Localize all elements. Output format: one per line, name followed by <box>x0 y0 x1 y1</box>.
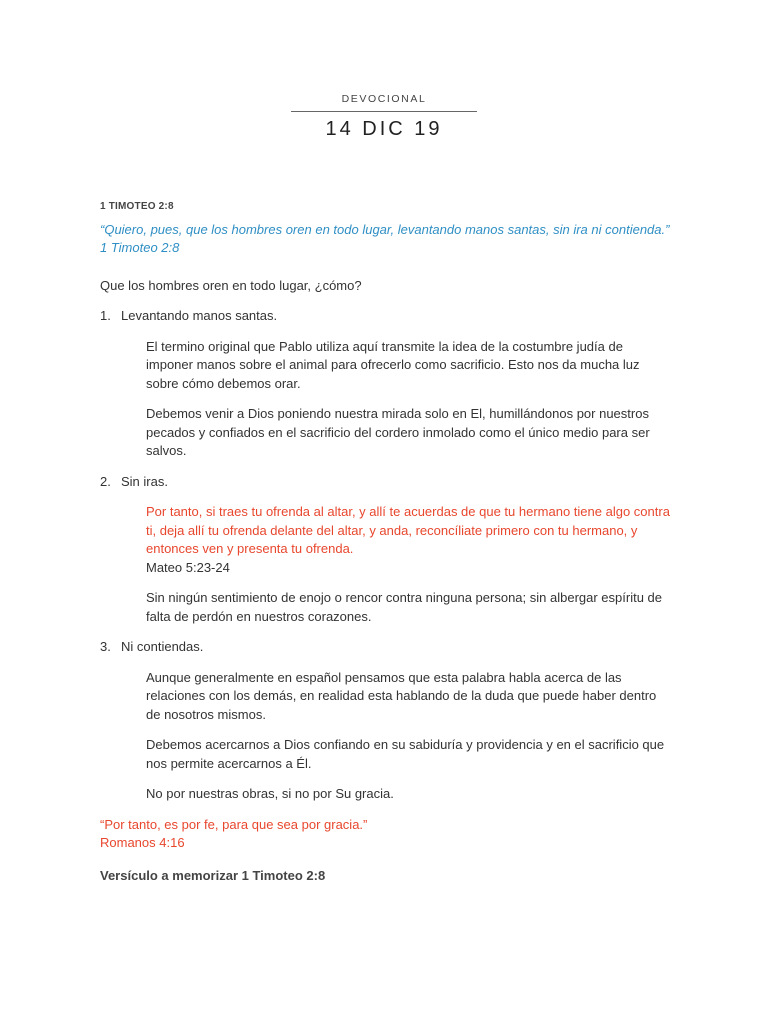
point-number: 1. <box>100 308 111 323</box>
scripture-quote <box>146 503 670 577</box>
key-verse <box>100 221 670 258</box>
point-2 <box>100 473 670 492</box>
devotional-kicker: DEVOCIONAL <box>341 93 427 105</box>
memory-verse: Versículo a memorizar 1 Timoteo 2:8 <box>100 867 326 883</box>
key-verse-text: “Quiero, pues, que los hombres oren en todo lugar, levantando manos santas, sin ira ni contienda.” <box>100 221 670 237</box>
closing-quote-citation: Romanos 4:16 <box>100 835 185 850</box>
paragraph: El termino original que Pablo utiliza aquí transmite la idea de la costumbre judía de imponer manos sobre el animal para ofrecerlo como sacrificio. Esto nos da mucha luz sobre cómo debemos orar. <box>146 338 640 391</box>
closing-quote <box>100 816 670 853</box>
point-number: 2. <box>100 473 111 489</box>
point-title: Levantando manos santas. <box>121 308 278 323</box>
scripture-quote-text: Por tanto, si traes tu ofrenda al altar, y allí te acuerdas de que tu hermano tiene algo contra ti, deja allí tu ofrenda delante del altar, y anda, reconcíliate primero con tu hermano, y entonces ven y presenta tu ofrenda. <box>146 504 670 556</box>
point-number: 3. <box>100 639 111 654</box>
scripture-quote-citation: Mateo 5:23-24 <box>146 559 230 575</box>
page-date: 14 DIC 19 <box>325 118 443 140</box>
point-title: Ni contiendas. <box>121 639 204 654</box>
question-line: Que los hombres oren en todo lugar, ¿cómo? <box>100 277 362 293</box>
point-1 <box>100 307 670 326</box>
reference-heading: 1 TIMOTEO 2:8 <box>100 201 174 212</box>
header-divider <box>291 111 477 112</box>
paragraph: Debemos venir a Dios poniendo nuestra mirada solo en El, humillándonos por nuestros pecados y confiados en el sacrificio del cordero inmolado como el único medio para ser salvos. <box>146 406 650 458</box>
paragraph: Aunque generalmente en español pensamos que esta palabra habla acerca de las relaciones con los demás, en realidad esta hablando de la duda que puede haber dentro de nosotros mismos. <box>146 669 657 722</box>
key-verse-citation: 1 Timoteo 2:8 <box>100 240 180 255</box>
point-3 <box>100 638 670 657</box>
paragraph: Debemos acercarnos a Dios confiando en su sabiduría y providencia y en el sacrificio que nos permite acercarnos a Él. <box>146 737 665 771</box>
devotional-body <box>100 198 670 885</box>
paragraph: No por nuestras obras, si no por Su gracia. <box>146 786 394 801</box>
point-title: Sin iras. <box>121 473 168 489</box>
page-header <box>0 93 768 141</box>
paragraph: Sin ningún sentimiento de enojo o rencor contra ninguna persona; sin albergar espíritu de falta de perdón en nuestros corazones. <box>146 590 663 624</box>
closing-quote-text: “Por tanto, es por fe, para que sea por gracia.” <box>100 816 368 832</box>
